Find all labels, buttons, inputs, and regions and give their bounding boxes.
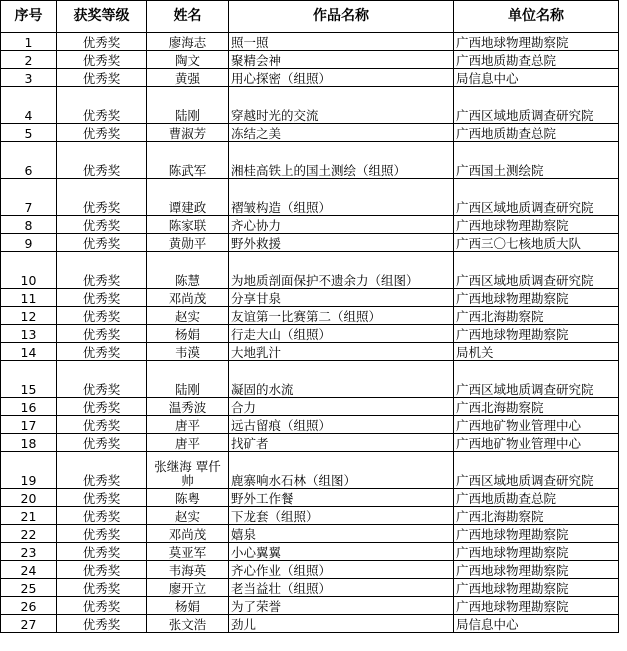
table-row	[1, 416, 619, 434]
award-level-cell: 优秀奖	[57, 361, 147, 398]
table-row	[1, 507, 619, 525]
work-title-cell: 合力	[229, 398, 454, 416]
row-number-cell: 17	[1, 416, 57, 434]
unit-name-cell: 广西地质勘查总院	[454, 489, 619, 507]
author-name-cell: 陈粤	[147, 489, 229, 507]
work-title-cell: 野外工作餐	[229, 489, 454, 507]
author-name-cell: 陶文	[147, 51, 229, 69]
award-level-cell: 优秀奖	[57, 325, 147, 343]
work-title-cell: 大地乳汁	[229, 343, 454, 361]
award-level-cell: 优秀奖	[57, 343, 147, 361]
table-row	[1, 124, 619, 142]
award-level-cell: 优秀奖	[57, 489, 147, 507]
award-level-cell: 优秀奖	[57, 543, 147, 561]
work-title-cell: 嬉泉	[229, 525, 454, 543]
unit-name-cell: 广西地球物理勘察院	[454, 597, 619, 615]
award-level-cell: 优秀奖	[57, 87, 147, 124]
unit-name-cell: 广西地球物理勘察院	[454, 216, 619, 234]
table-row	[1, 489, 619, 507]
table-row	[1, 69, 619, 87]
author-name-cell: 唐平	[147, 434, 229, 452]
award-level-cell: 优秀奖	[57, 525, 147, 543]
author-name-cell: 黄勋平	[147, 234, 229, 252]
table-row	[1, 142, 619, 179]
author-name-cell: 陆刚	[147, 361, 229, 398]
unit-name-cell: 广西地球物理勘察院	[454, 579, 619, 597]
work-title-cell: 分享甘泉	[229, 289, 454, 307]
author-name-cell: 邓尚茂	[147, 289, 229, 307]
table-row	[1, 179, 619, 216]
table-row	[1, 615, 619, 633]
table-row	[1, 234, 619, 252]
award-level-cell: 优秀奖	[57, 234, 147, 252]
row-number-cell: 25	[1, 579, 57, 597]
award-level-cell: 优秀奖	[57, 179, 147, 216]
work-title-cell: 齐心作业（组照）	[229, 561, 454, 579]
award-level-cell: 优秀奖	[57, 216, 147, 234]
author-name-cell: 曹淑芳	[147, 124, 229, 142]
table-row	[1, 543, 619, 561]
row-number-cell: 16	[1, 398, 57, 416]
header-work: 作品名称	[229, 1, 454, 33]
row-number-cell: 10	[1, 252, 57, 289]
award-level-cell: 优秀奖	[57, 597, 147, 615]
header-name: 姓名	[147, 1, 229, 33]
author-name-cell: 黄强	[147, 69, 229, 87]
unit-name-cell: 广西地球物理勘察院	[454, 543, 619, 561]
unit-name-cell: 广西国土测绘院	[454, 142, 619, 179]
row-number-cell: 7	[1, 179, 57, 216]
unit-name-cell: 广西地球物理勘察院	[454, 561, 619, 579]
award-level-cell: 优秀奖	[57, 452, 147, 489]
award-level-cell: 优秀奖	[57, 579, 147, 597]
award-level-cell: 优秀奖	[57, 142, 147, 179]
author-name-cell: 陈慧	[147, 252, 229, 289]
row-number-cell: 22	[1, 525, 57, 543]
author-name-cell: 赵实	[147, 307, 229, 325]
row-number-cell: 26	[1, 597, 57, 615]
author-name-cell: 陈武军	[147, 142, 229, 179]
author-name-cell: 陈家联	[147, 216, 229, 234]
row-number-cell: 1	[1, 33, 57, 51]
author-name-cell: 韦漠	[147, 343, 229, 361]
header-row	[1, 1, 619, 33]
row-number-cell: 9	[1, 234, 57, 252]
author-name-cell: 杨娟	[147, 325, 229, 343]
work-title-cell: 行走大山（组照）	[229, 325, 454, 343]
table-row	[1, 579, 619, 597]
row-number-cell: 15	[1, 361, 57, 398]
work-title-cell: 远古留痕（组照）	[229, 416, 454, 434]
table-row	[1, 252, 619, 289]
unit-name-cell: 广西地矿物业管理中心	[454, 434, 619, 452]
table-row	[1, 452, 619, 489]
row-number-cell: 11	[1, 289, 57, 307]
table-row	[1, 307, 619, 325]
row-number-cell: 19	[1, 452, 57, 489]
row-number-cell: 21	[1, 507, 57, 525]
row-number-cell: 18	[1, 434, 57, 452]
author-name-cell: 张继海 覃仟帅	[147, 452, 229, 489]
table-row	[1, 87, 619, 124]
table-row	[1, 343, 619, 361]
table-row	[1, 525, 619, 543]
row-number-cell: 2	[1, 51, 57, 69]
unit-name-cell: 广西区域地质调查研究院	[454, 87, 619, 124]
award-level-cell: 优秀奖	[57, 615, 147, 633]
award-level-cell: 优秀奖	[57, 252, 147, 289]
unit-name-cell: 广西北海勘察院	[454, 507, 619, 525]
award-level-cell: 优秀奖	[57, 124, 147, 142]
unit-name-cell: 广西区域地质调查研究院	[454, 361, 619, 398]
unit-name-cell: 广西地球物理勘察院	[454, 525, 619, 543]
work-title-cell: 老当益壮（组照）	[229, 579, 454, 597]
author-name-cell: 陆刚	[147, 87, 229, 124]
unit-name-cell: 广西北海勘察院	[454, 307, 619, 325]
unit-name-cell: 广西区域地质调查研究院	[454, 179, 619, 216]
work-title-cell: 鹿寨响水石林（组图）	[229, 452, 454, 489]
award-level-cell: 优秀奖	[57, 289, 147, 307]
row-number-cell: 20	[1, 489, 57, 507]
work-title-cell: 用心探密（组照）	[229, 69, 454, 87]
work-title-cell: 野外救援	[229, 234, 454, 252]
author-name-cell: 唐平	[147, 416, 229, 434]
row-number-cell: 12	[1, 307, 57, 325]
table-row	[1, 289, 619, 307]
work-title-cell: 劲儿	[229, 615, 454, 633]
unit-name-cell: 广西地球物理勘察院	[454, 325, 619, 343]
row-number-cell: 8	[1, 216, 57, 234]
unit-name-cell: 局机关	[454, 343, 619, 361]
unit-name-cell: 广西区域地质调查研究院	[454, 452, 619, 489]
row-number-cell: 14	[1, 343, 57, 361]
work-title-cell: 湘桂高铁上的国土测绘（组照）	[229, 142, 454, 179]
row-number-cell: 13	[1, 325, 57, 343]
unit-name-cell: 广西地球物理勘察院	[454, 33, 619, 51]
award-level-cell: 优秀奖	[57, 51, 147, 69]
row-number-cell: 24	[1, 561, 57, 579]
header-no: 序号	[1, 1, 57, 33]
work-title-cell: 下龙套（组照）	[229, 507, 454, 525]
unit-name-cell: 局信息中心	[454, 69, 619, 87]
row-number-cell: 27	[1, 615, 57, 633]
unit-name-cell: 广西地质勘查总院	[454, 124, 619, 142]
author-name-cell: 张文浩	[147, 615, 229, 633]
row-number-cell: 23	[1, 543, 57, 561]
unit-name-cell: 广西北海勘察院	[454, 398, 619, 416]
award-level-cell: 优秀奖	[57, 398, 147, 416]
work-title-cell: 找矿者	[229, 434, 454, 452]
table-row	[1, 561, 619, 579]
table-row	[1, 398, 619, 416]
award-level-cell: 优秀奖	[57, 33, 147, 51]
table-row	[1, 325, 619, 343]
unit-name-cell: 广西地矿物业管理中心	[454, 416, 619, 434]
work-title-cell: 照一照	[229, 33, 454, 51]
author-name-cell: 温秀波	[147, 398, 229, 416]
award-level-cell: 优秀奖	[57, 307, 147, 325]
table-row	[1, 33, 619, 51]
award-level-cell: 优秀奖	[57, 416, 147, 434]
work-title-cell: 穿越时光的交流	[229, 87, 454, 124]
author-name-cell: 赵实	[147, 507, 229, 525]
author-name-cell: 莫亚军	[147, 543, 229, 561]
header-level: 获奖等级	[57, 1, 147, 33]
work-title-cell: 褶皱构造（组照）	[229, 179, 454, 216]
author-name-cell: 廖海志	[147, 33, 229, 51]
author-name-cell: 邓尚茂	[147, 525, 229, 543]
award-level-cell: 优秀奖	[57, 69, 147, 87]
header-unit: 单位名称	[454, 1, 619, 33]
work-title-cell: 聚精会神	[229, 51, 454, 69]
unit-name-cell: 广西区域地质调查研究院	[454, 252, 619, 289]
award-level-cell: 优秀奖	[57, 507, 147, 525]
work-title-cell: 小心翼翼	[229, 543, 454, 561]
table-row	[1, 216, 619, 234]
table-row	[1, 51, 619, 69]
work-title-cell: 友谊第一比赛第二（组照）	[229, 307, 454, 325]
table-row	[1, 597, 619, 615]
row-number-cell: 6	[1, 142, 57, 179]
work-title-cell: 为地质剖面保护不遗余力（组图）	[229, 252, 454, 289]
author-name-cell: 廖开立	[147, 579, 229, 597]
unit-name-cell: 广西地球物理勘察院	[454, 289, 619, 307]
work-title-cell: 为了荣誉	[229, 597, 454, 615]
unit-name-cell: 广西地质勘查总院	[454, 51, 619, 69]
author-name-cell: 杨娟	[147, 597, 229, 615]
unit-name-cell: 局信息中心	[454, 615, 619, 633]
table-body	[1, 33, 619, 633]
unit-name-cell: 广西三〇七核地质大队	[454, 234, 619, 252]
table-row	[1, 361, 619, 398]
work-title-cell: 凝固的水流	[229, 361, 454, 398]
row-number-cell: 5	[1, 124, 57, 142]
award-level-cell: 优秀奖	[57, 434, 147, 452]
award-level-cell: 优秀奖	[57, 561, 147, 579]
row-number-cell: 4	[1, 87, 57, 124]
work-title-cell: 冻结之美	[229, 124, 454, 142]
author-name-cell: 谭建政	[147, 179, 229, 216]
author-name-cell: 韦海英	[147, 561, 229, 579]
work-title-cell: 齐心协力	[229, 216, 454, 234]
table-row	[1, 434, 619, 452]
row-number-cell: 3	[1, 69, 57, 87]
